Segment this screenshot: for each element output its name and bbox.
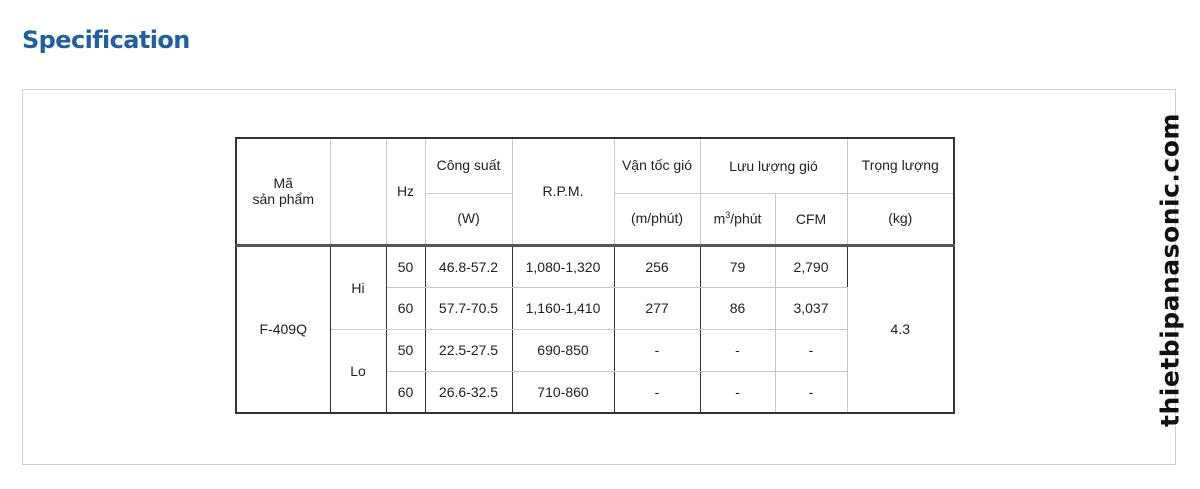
header-air-velocity-unit: (m/phút) [614, 193, 700, 245]
velocity-cell: 256 [614, 245, 700, 287]
velocity-cell: - [614, 329, 700, 371]
m3-cell: - [700, 329, 775, 371]
m3-cell: 79 [700, 245, 775, 287]
header-rpm: R.P.M. [512, 138, 614, 245]
speed-cell: Hi [330, 245, 386, 329]
rpm-cell: 1,080-1,320 [512, 245, 614, 287]
header-weight-unit: (kg) [847, 193, 954, 245]
hz-cell: 50 [386, 329, 425, 371]
cfm-cell: 2,790 [775, 245, 847, 287]
cfm-cell: - [775, 329, 847, 371]
power-cell: 26.6-32.5 [425, 371, 512, 413]
header-model: Mã sản phẩm [236, 138, 330, 245]
power-cell: 22.5-27.5 [425, 329, 512, 371]
hz-cell: 50 [386, 245, 425, 287]
header-m3-unit: $m^3$/phút [700, 193, 775, 245]
velocity-cell: 277 [614, 287, 700, 329]
spec-table [235, 137, 955, 414]
watermark-text: thietbipanasonic.com [1155, 113, 1185, 427]
header-speed [330, 138, 386, 245]
speed-cell: Lo [330, 329, 386, 413]
hz-cell: 60 [386, 287, 425, 329]
power-cell: 46.8-57.2 [425, 245, 512, 287]
cfm-cell: - [775, 371, 847, 413]
header-air-volume: Lưu lượng gió [700, 138, 847, 193]
power-cell: 57.7-70.5 [425, 287, 512, 329]
rpm-cell: 1,160-1,410 [512, 287, 614, 329]
velocity-cell: - [614, 371, 700, 413]
table-row [236, 329, 954, 371]
hz-cell: 60 [386, 371, 425, 413]
weight-cell: 4.3 [847, 245, 954, 413]
page-title: Specification [22, 26, 190, 54]
rpm-cell: 710-860 [512, 371, 614, 413]
header-cfm-unit: CFM [775, 193, 847, 245]
table-header-row-1 [236, 138, 954, 193]
table-row [236, 245, 954, 287]
m3-cell: - [700, 371, 775, 413]
model-cell: F-409Q [236, 245, 330, 413]
header-hz: Hz [386, 138, 425, 245]
header-power-unit: (W) [425, 193, 512, 245]
header-power: Công suất [425, 138, 512, 193]
m3-cell: 86 [700, 287, 775, 329]
header-weight: Trọng lượng [847, 138, 954, 193]
header-air-velocity: Vận tốc gió [614, 138, 700, 193]
rpm-cell: 690-850 [512, 329, 614, 371]
cfm-cell: 3,037 [775, 287, 847, 329]
